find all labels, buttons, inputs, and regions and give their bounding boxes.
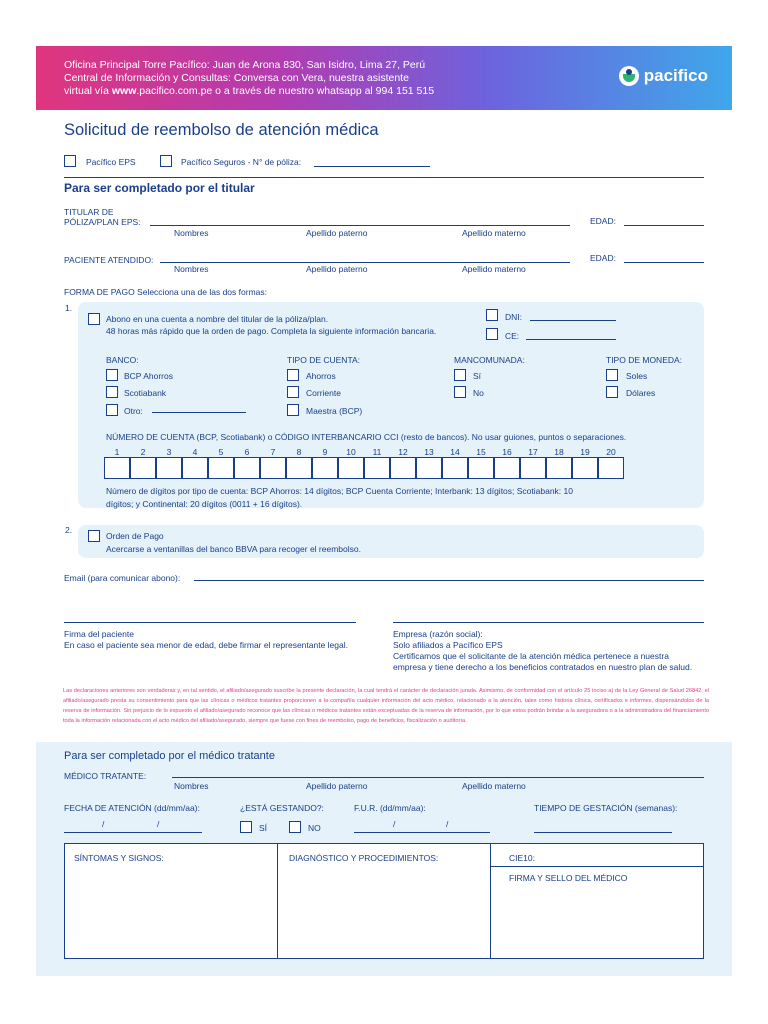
fecha-slash-1: / <box>102 819 105 829</box>
gestando-si-label: SÍ <box>259 823 268 833</box>
account-digit-cell[interactable] <box>364 457 390 479</box>
digitos-note-2: dígitos; y Continental: 20 dígitos (0011 + 16 dígitos). <box>106 499 303 509</box>
gestando-no-label: NO <box>308 823 321 833</box>
numero-cuenta-label: NÚMERO DE CUENTA (BCP, Scotiabank) o CÓDIGO INTERBANCARIO CCI (resto de bancos). No usar guiones, puntos o separaciones. <box>106 432 627 442</box>
account-digit-number: 18 <box>554 447 564 457</box>
ahorros-label: Ahorros <box>306 371 336 381</box>
empresa-line[interactable] <box>393 622 704 623</box>
bcp-ahorros-label: BCP Ahorros <box>124 371 173 381</box>
account-digit-cell[interactable] <box>546 457 572 479</box>
paciente-nombres-caption: Nombres <box>174 264 209 274</box>
ahorros-checkbox[interactable] <box>287 369 299 381</box>
orden-pago-checkbox[interactable] <box>88 530 100 542</box>
account-digit-number: 3 <box>166 447 172 457</box>
otro-banco-checkbox[interactable] <box>106 404 118 416</box>
fur-slash-1: / <box>393 819 396 829</box>
gestando-label: ¿ESTÁ GESTANDO?: <box>240 803 324 813</box>
diagnostico-label: DIAGNÓSTICO Y PROCEDIMIENTOS: <box>289 853 439 863</box>
titular-apellido-materno-caption: Apellido materno <box>462 228 526 238</box>
account-digit-number: 9 <box>322 447 328 457</box>
dni-checkbox[interactable] <box>486 309 498 321</box>
bcp-ahorros-checkbox[interactable] <box>106 369 118 381</box>
forma-pago-label: FORMA DE PAGO Selecciona una de las dos formas: <box>64 287 267 297</box>
moneda-label: TIPO DE MONEDA: <box>606 355 683 365</box>
account-digit-number: 7 <box>270 447 276 457</box>
paciente-edad-field[interactable] <box>624 262 704 263</box>
maestra-checkbox[interactable] <box>287 404 299 416</box>
header-website: virtual vía www.pacifico.com.pe o a través de nuestro whatsapp al 994 151 515 <box>64 85 435 97</box>
account-digit-number: 13 <box>424 447 434 457</box>
paciente-name-field[interactable] <box>160 262 570 263</box>
scotiabank-checkbox[interactable] <box>106 386 118 398</box>
account-digit-cell[interactable] <box>234 457 260 479</box>
account-digit-number: 17 <box>528 447 538 457</box>
gestando-si-checkbox[interactable] <box>240 821 252 833</box>
sintomas-label: SÍNTOMAS Y SIGNOS: <box>74 853 164 863</box>
medico-apellido-materno-caption: Apellido materno <box>462 781 526 791</box>
firma-paciente-line[interactable] <box>64 622 356 623</box>
paciente-edad-label: EDAD: <box>590 253 616 263</box>
email-field[interactable] <box>194 580 704 581</box>
dni-label: DNI: <box>505 312 522 322</box>
medico-tratante-label: MÉDICO TRATANTE: <box>64 771 147 781</box>
tiempo-gestacion-field[interactable] <box>534 832 672 833</box>
dolares-label: Dólares <box>626 388 656 398</box>
account-digit-number: 6 <box>244 447 250 457</box>
pacifico-seguros-label: Pacífico Seguros - N° de póliza: <box>181 157 302 167</box>
medico-apellido-paterno-caption: Apellido paterno <box>306 781 368 791</box>
header-address: Oficina Principal Torre Pacífico: Juan de Arona 830, San Isidro, Lima 27, Perú <box>64 59 426 71</box>
soles-checkbox[interactable] <box>606 369 618 381</box>
orden-pago-note: Acercarse a ventanillas del banco BBVA para recoger el reembolso. <box>106 544 361 554</box>
mancomunada-no-checkbox[interactable] <box>454 386 466 398</box>
gestando-no-checkbox[interactable] <box>289 821 301 833</box>
paciente-apellido-paterno-caption: Apellido paterno <box>306 264 368 274</box>
account-digit-cell[interactable] <box>130 457 156 479</box>
abono-cuenta-checkbox[interactable] <box>88 313 100 325</box>
fur-field[interactable] <box>354 832 490 833</box>
otro-banco-field[interactable] <box>152 412 246 413</box>
paciente-apellido-materno-caption: Apellido materno <box>462 264 526 274</box>
empresa-label: Empresa (razón social): <box>393 629 483 639</box>
account-digit-cell[interactable] <box>598 457 624 479</box>
titular-section-heading: Para ser completado por el titular <box>64 181 255 195</box>
account-digit-cell[interactable] <box>416 457 442 479</box>
account-digit-number: 8 <box>296 447 302 457</box>
account-digit-cell[interactable] <box>572 457 598 479</box>
website-link[interactable]: www <box>111 85 137 97</box>
account-digit-cell[interactable] <box>390 457 416 479</box>
corriente-checkbox[interactable] <box>287 386 299 398</box>
header-banner <box>36 46 732 110</box>
header-contact-info <box>64 59 434 98</box>
account-digit-number: 20 <box>606 447 616 457</box>
cie10-label: CIE10: <box>509 853 535 863</box>
account-digit-number: 5 <box>218 447 224 457</box>
titular-apellido-paterno-caption: Apellido paterno <box>306 228 368 238</box>
account-digit-cell[interactable] <box>338 457 364 479</box>
section-divider <box>64 177 704 178</box>
orden-pago-label: Orden de Pago <box>106 531 164 541</box>
titular-label: TITULAR DE PÓLIZA/PLAN EPS: <box>64 207 141 227</box>
account-digit-number: 11 <box>372 447 382 457</box>
titular-edad-label: EDAD: <box>590 216 616 226</box>
fecha-atencion-field[interactable] <box>64 832 202 833</box>
account-digit-cell[interactable] <box>260 457 286 479</box>
account-digit-number: 12 <box>398 447 408 457</box>
soles-label: Soles <box>626 371 648 381</box>
tipo-cuenta-label: TIPO DE CUENTA: <box>287 355 361 365</box>
account-digit-number: 2 <box>140 447 146 457</box>
titular-name-field[interactable] <box>150 225 570 226</box>
account-digit-number: 4 <box>192 447 198 457</box>
firma-paciente-label: Firma del paciente <box>64 629 134 639</box>
pacifico-logo-icon <box>619 66 639 86</box>
account-digit-number: 10 <box>346 447 356 457</box>
fecha-slash-2: / <box>157 819 160 829</box>
tiempo-gestacion-label: TIEMPO DE GESTACIÓN (semanas): <box>534 803 678 813</box>
declaracion-jurada-disclaimer: Las declaraciones anteriores son verdaderas y, en tal sentido, el afiliado/asegurado suscribe la presente declaración, la cual tendrá el carácter de declaración jurada. Asimismo, de conformidad con el artículo 25 inciso a) de la Ley General de Salud 26842, el afiliado/asegurado presta su consentimiento para que las clínicas o médicos tratantes proporcionen a la compañía cualquier información del acto médico, relacionado a la atención, tales como historia clínica, certificados e informes, dispensándolos de la reserva de información. Sin perjuicio de lo expuesto el afiliado/asegurado reconoce que las clínicas o médicos tratantes están exceptuadas de la reserva de información, por lo que estos podrán brindar a la aseguradora o a la administradora del financiamiento toda la información relacionada con el acto médico del afiliado/asegurado, siempre que fuese con fines de reembolso, pago de beneficios, fiscalización o auditoría. <box>63 688 709 724</box>
account-digit-cell[interactable] <box>104 457 130 479</box>
empresa-note-3: empresa y tiene derecho a los beneficios contratados en nuestro plan de salud. <box>393 662 693 672</box>
fur-slash-2: / <box>446 819 449 829</box>
account-digit-cell[interactable] <box>156 457 182 479</box>
firma-medico-label: FIRMA Y SELLO DEL MÉDICO <box>509 873 628 883</box>
mancomunada-si-checkbox[interactable] <box>454 369 466 381</box>
pacifico-eps-checkbox[interactable] <box>64 155 76 167</box>
scotiabank-label: Scotiabank <box>124 388 167 398</box>
pacifico-eps-label: Pacífico EPS <box>86 157 136 167</box>
titular-nombres-caption: Nombres <box>174 228 209 238</box>
abono-line-2: 48 horas más rápido que la orden de pago. Completa la siguiente información bancaria. <box>106 326 437 336</box>
header-consultas: Central de Información y Consultas: Conversa con Vera, nuestra asistente <box>64 72 409 84</box>
fecha-atencion-label: FECHA DE ATENCIÓN (dd/mm/aa): <box>64 803 200 813</box>
account-digit-number: 15 <box>476 447 486 457</box>
empresa-note-1: Solo afiliados a Pacífico EPS <box>393 640 503 650</box>
medico-section-heading: Para ser completado por el médico tratante <box>64 750 275 762</box>
corriente-label: Corriente <box>306 388 341 398</box>
ce-field[interactable] <box>526 339 616 340</box>
account-digit-cell[interactable] <box>286 457 312 479</box>
otro-banco-label: Otro: <box>124 406 143 416</box>
account-digit-cell[interactable] <box>208 457 234 479</box>
poliza-number-field[interactable] <box>314 166 430 167</box>
account-digit-number: 1 <box>114 447 120 457</box>
maestra-label: Maestra (BCP) <box>306 406 363 416</box>
medico-nombres-caption: Nombres <box>174 781 209 791</box>
paciente-label: PACIENTE ATENDIDO: <box>64 255 154 265</box>
email-label: Email (para comunicar abono): <box>64 573 181 583</box>
dolares-checkbox[interactable] <box>606 386 618 398</box>
ce-label: CE: <box>505 331 520 341</box>
medico-name-field[interactable] <box>172 777 704 778</box>
account-digit-number: 16 <box>502 447 512 457</box>
option-2-number: 2. <box>65 525 73 535</box>
account-digit-number: 19 <box>580 447 590 457</box>
account-digit-cell[interactable] <box>520 457 546 479</box>
account-digit-cell[interactable] <box>182 457 208 479</box>
mancomunada-si-label: Sí <box>473 371 482 381</box>
ce-checkbox[interactable] <box>486 328 498 340</box>
mancomunada-label: MANCOMUNADA: <box>454 355 525 365</box>
account-digit-cell[interactable] <box>494 457 520 479</box>
account-digit-number: 14 <box>450 447 460 457</box>
empresa-note-2: Certificamos que el solicitante de la atención médica pertenece a nuestra <box>393 651 669 661</box>
banco-label: BANCO: <box>106 355 139 365</box>
account-digit-cell[interactable] <box>312 457 338 479</box>
option-1-number: 1. <box>65 303 73 313</box>
account-digit-cell[interactable] <box>442 457 468 479</box>
fur-label: F.U.R. (dd/mm/aa): <box>354 803 426 813</box>
firma-paciente-note: En caso el paciente sea menor de edad, debe firmar el representante legal. <box>64 640 348 650</box>
account-digit-cell[interactable] <box>468 457 494 479</box>
dni-field[interactable] <box>530 320 616 321</box>
page-title: Solicitud de reembolso de atención médica <box>64 121 379 139</box>
pacifico-logo: pacifico <box>619 66 708 86</box>
abono-line-1: Abono en una cuenta a nombre del titular de la póliza/plan. <box>106 314 329 324</box>
pacifico-seguros-checkbox[interactable] <box>160 155 172 167</box>
digitos-note-1: Número de dígitos por tipo de cuenta: BCP Ahorros: 14 dígitos; BCP Cuenta Corriente; Interbank: 13 dígitos; Scotiabank: 10 <box>106 486 573 496</box>
titular-edad-field[interactable] <box>624 225 704 226</box>
mancomunada-no-label: No <box>473 388 484 398</box>
